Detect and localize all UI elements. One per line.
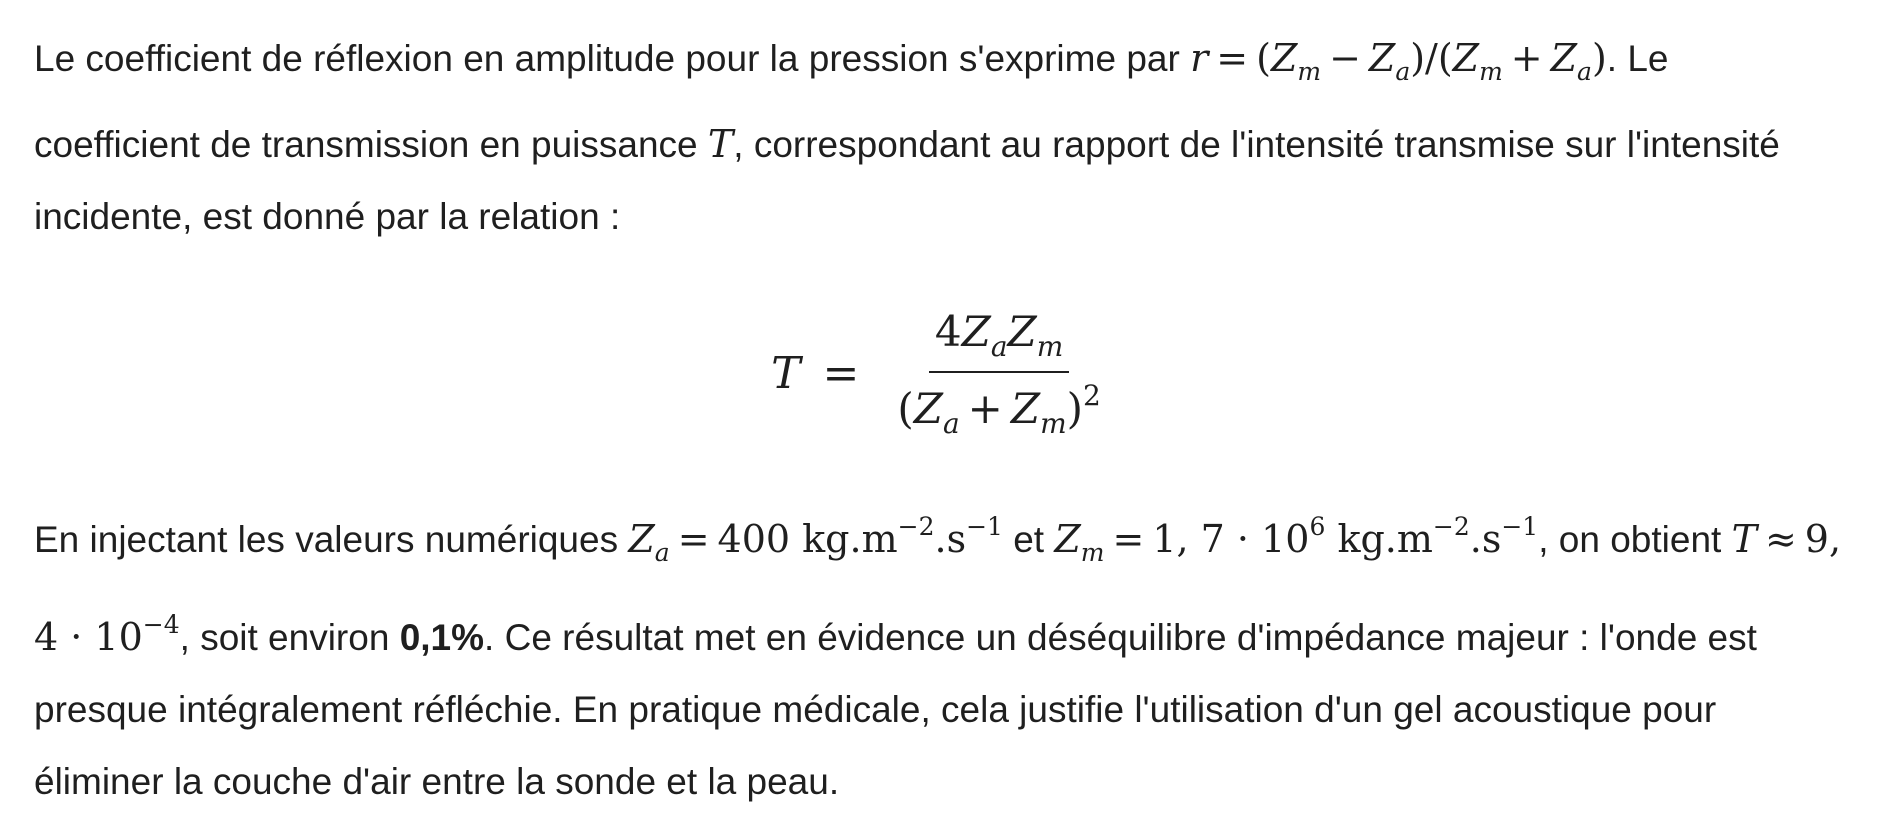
formula-zm-value: $Z_m = 1$, $7 \cdot 10^6$ $kg.m^{-2}.s^{-1}$ — [1054, 512, 1539, 567]
formula-t-approx: T ≈ 9, $4 \cdot 10^{-4}$ — [34, 517, 1842, 659]
text-reflection-intro: Le coefficient de réflexion en amplitude pour la pression s'exprime par — [34, 38, 1191, 79]
fraction — [891, 307, 1106, 440]
text-about: , soit environ — [179, 617, 400, 658]
text-values-intro: En injectant les valeurs numériques — [34, 519, 629, 560]
document — [34, 22, 1844, 818]
formula-r-inline: $r = (Z_m - Z_a)/(Z_m + Z_a)$ — [1190, 36, 1607, 86]
formula-za-value: $Z_a = 400$ $kg.m^{-2}.s^{-1}$ — [628, 512, 1003, 567]
text-and: et — [1002, 519, 1055, 560]
text-comma: , — [1538, 519, 1549, 560]
display-equation — [34, 255, 1844, 491]
equation-transmission — [771, 307, 1107, 440]
text-conclusion: . Ce résultat met en évidence un déséquilibre d'impédance majeur : l'onde est presque intégralement réfléchie. En pratique médicale, cela justifie l'utilisation d'un gel acoustique pour éliminer la couche d'air entre la sonde et la peau. — [34, 617, 1757, 802]
text-obtain: on obtient — [1558, 519, 1732, 560]
symbol-t-inline: T — [707, 122, 734, 166]
equals-sign: = — [822, 347, 860, 399]
text-transmission-desc: , correspondant au rapport de l'intensité transmise sur l'intensité incidente, est donné par la relation : — [34, 124, 1780, 237]
fraction-numerator: $4Z_aZ_m$ — [929, 307, 1069, 373]
fraction-denominator: $(Z_a + Z_m)^2$ — [897, 378, 1101, 440]
paragraph-result — [34, 491, 1844, 818]
equation-lhs: T — [771, 347, 801, 399]
percent-result: 0,1% — [399, 617, 485, 658]
text-transmission-intro: . Le coefficient de transmission en puissance — [34, 38, 1669, 165]
paragraph-reflection — [34, 22, 1844, 253]
